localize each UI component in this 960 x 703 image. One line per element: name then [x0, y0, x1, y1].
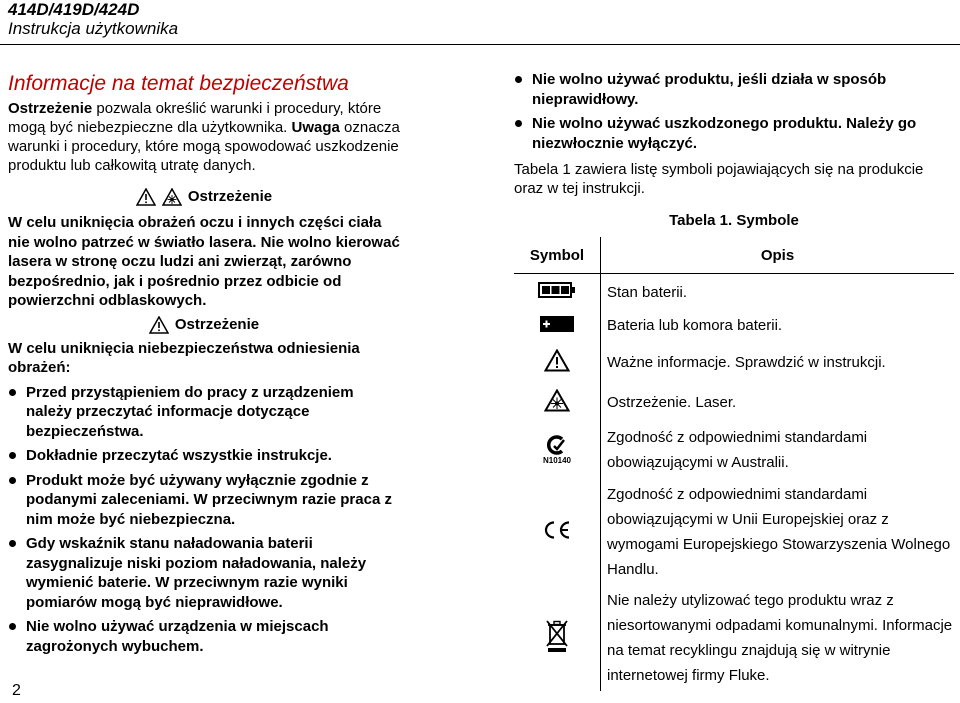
- bullet-icon: [9, 389, 16, 396]
- ce-mark-icon: [542, 520, 572, 540]
- table-title: Tabela 1. Symbole: [669, 212, 799, 229]
- document-subtitle: Instrukcja użytkownika: [8, 19, 179, 38]
- list-item-text: Dokładnie przeczytać wszystkie instrukcje.: [26, 447, 332, 464]
- laser-warning-icon: [162, 188, 182, 206]
- description-cell: Zgodność z odpowiednimi standardami obowiązującymi w Unii Europejskiej oraz z wymogami Europejskiego Stowarzyszenia Wolnego Handlu.: [607, 486, 951, 578]
- document-model: 414D/419D/424D: [8, 0, 140, 19]
- symbol-cell: [514, 310, 601, 341]
- bullet-icon: [515, 76, 522, 83]
- list-item: [8, 617, 400, 656]
- list-item: [8, 446, 400, 466]
- description-cell: Zgodność z odpowiednimi standardami obowiązującymi w Australii.: [607, 429, 868, 471]
- bullet-icon: [9, 623, 16, 630]
- intro-text-1: pozwala określić warunki i procedury, które mogą być niebezpieczne dla użytkownika.: [8, 100, 382, 136]
- injury-warning-text: W celu uniknięcia niebezpieczeństwa odniesienia obrażeń:: [8, 339, 360, 376]
- list-item-text: Produkt może być używany wyłącznie zgodnie z podanymi zaleceniami. W przeciwnym razie praca z nim może być niebezpieczna.: [26, 471, 392, 528]
- safety-bullet-list: [8, 383, 400, 657]
- table-row: [514, 383, 954, 421]
- operation-bullet-list: [514, 70, 954, 153]
- laser-warning-text: W celu uniknięcia obrażeń oczu i innych części ciała nie wolno patrzeć w światło lasera. Nie wolno kierować lasera w stronę oczu ludzi ani zwierząt, zarówno bezpośrednio, jak i pośrednio przez odbicie od powierzchni odblaskowych.: [8, 214, 400, 309]
- c-tick-symbol: [515, 435, 599, 465]
- description-cell: Bateria lub komora baterii.: [607, 317, 783, 334]
- symbols-table: [514, 237, 954, 691]
- c-tick-code: N10140: [542, 456, 572, 465]
- intro-warning-term: Ostrzeżenie: [8, 100, 93, 117]
- symbol-cell: [514, 341, 601, 383]
- description-cell: Ważne informacje. Sprawdzić w instrukcji.: [607, 353, 886, 371]
- symbol-cell: [514, 274, 601, 311]
- intro-paragraph: [8, 99, 400, 175]
- bullet-icon: [9, 452, 16, 459]
- description-cell: Stan baterii.: [607, 283, 688, 301]
- warning-icon: [136, 188, 156, 206]
- list-item: [8, 383, 400, 442]
- left-column: [8, 70, 400, 656]
- warning-heading-injury: [8, 315, 400, 335]
- battery-compartment-icon: [539, 315, 575, 333]
- symbol-cell: [514, 585, 601, 691]
- column-header-description: Opis: [601, 237, 955, 274]
- warning-icon: [544, 349, 570, 372]
- table-row: [514, 585, 954, 691]
- battery-status-icon: [538, 282, 576, 298]
- symbol-cell: [514, 421, 601, 479]
- right-column: [514, 70, 954, 691]
- description-cell: Ostrzeżenie. Laser.: [607, 393, 737, 411]
- symbol-cell: [514, 383, 601, 421]
- column-header-symbol: Symbol: [514, 237, 601, 274]
- warning-label: Ostrzeżenie: [174, 315, 260, 333]
- description-cell: Nie należy utylizować tego produktu wraz z niesortowanymi odpadami komunalnymi. Informacje na temat recyklingu znajdują się w witrynie internetowej firmy Fluke.: [607, 592, 953, 684]
- table-intro: Tabela 1 zawiera listę symboli pojawiających się na produkcie oraz w tej instrukcji.: [514, 161, 924, 197]
- table-row: [514, 421, 954, 479]
- table-row: [514, 479, 954, 585]
- section-title: Informacje na temat bezpieczeństwa: [8, 72, 349, 95]
- intro-text-2: oznacza warunki i procedury, które mogą spowodować uszkodzenie produktu lub całkowitą utratę danych.: [8, 119, 400, 174]
- symbol-cell: [514, 479, 601, 585]
- intro-caution-term: Uwaga: [291, 119, 340, 136]
- laser-warning-icon: [544, 389, 570, 412]
- table-header-row: [514, 237, 954, 274]
- list-item-text: Przed przystąpieniem do pracy z urządzeniem należy przeczytać informacje dotyczące bezpieczeństwa.: [26, 383, 354, 440]
- list-item-text: Gdy wskaźnik stanu naładowania baterii zasygnalizuje niski poziom naładowania, należy wymienić baterie. W przeciwnym razie wyniki pomiarów mogą być nieprawidłowe.: [26, 535, 367, 611]
- bullet-icon: [9, 540, 16, 547]
- weee-bin-icon: [545, 619, 569, 653]
- header-divider: [0, 44, 960, 45]
- warning-heading-laser: [8, 187, 400, 207]
- c-tick-icon: [547, 435, 567, 455]
- page-number: 2: [12, 682, 21, 699]
- table-row: [514, 310, 954, 341]
- table-row: [514, 274, 954, 311]
- list-item: [514, 114, 954, 153]
- list-item: [8, 534, 400, 612]
- list-item: [8, 471, 400, 530]
- warning-icon: [149, 316, 169, 334]
- warning-label: Ostrzeżenie: [187, 188, 273, 205]
- list-item-text: Nie wolno używać urządzenia w miejscach zagrożonych wybuchem.: [26, 618, 329, 655]
- bullet-icon: [515, 120, 522, 127]
- list-item: [514, 70, 954, 109]
- bullet-icon: [9, 477, 16, 484]
- list-item-text: Nie wolno używać uszkodzonego produktu. Należy go niezwłocznie wyłączyć.: [532, 115, 917, 152]
- list-item-text: Nie wolno używać produktu, jeśli działa w sposób nieprawidłowy.: [532, 71, 887, 108]
- table-row: [514, 341, 954, 383]
